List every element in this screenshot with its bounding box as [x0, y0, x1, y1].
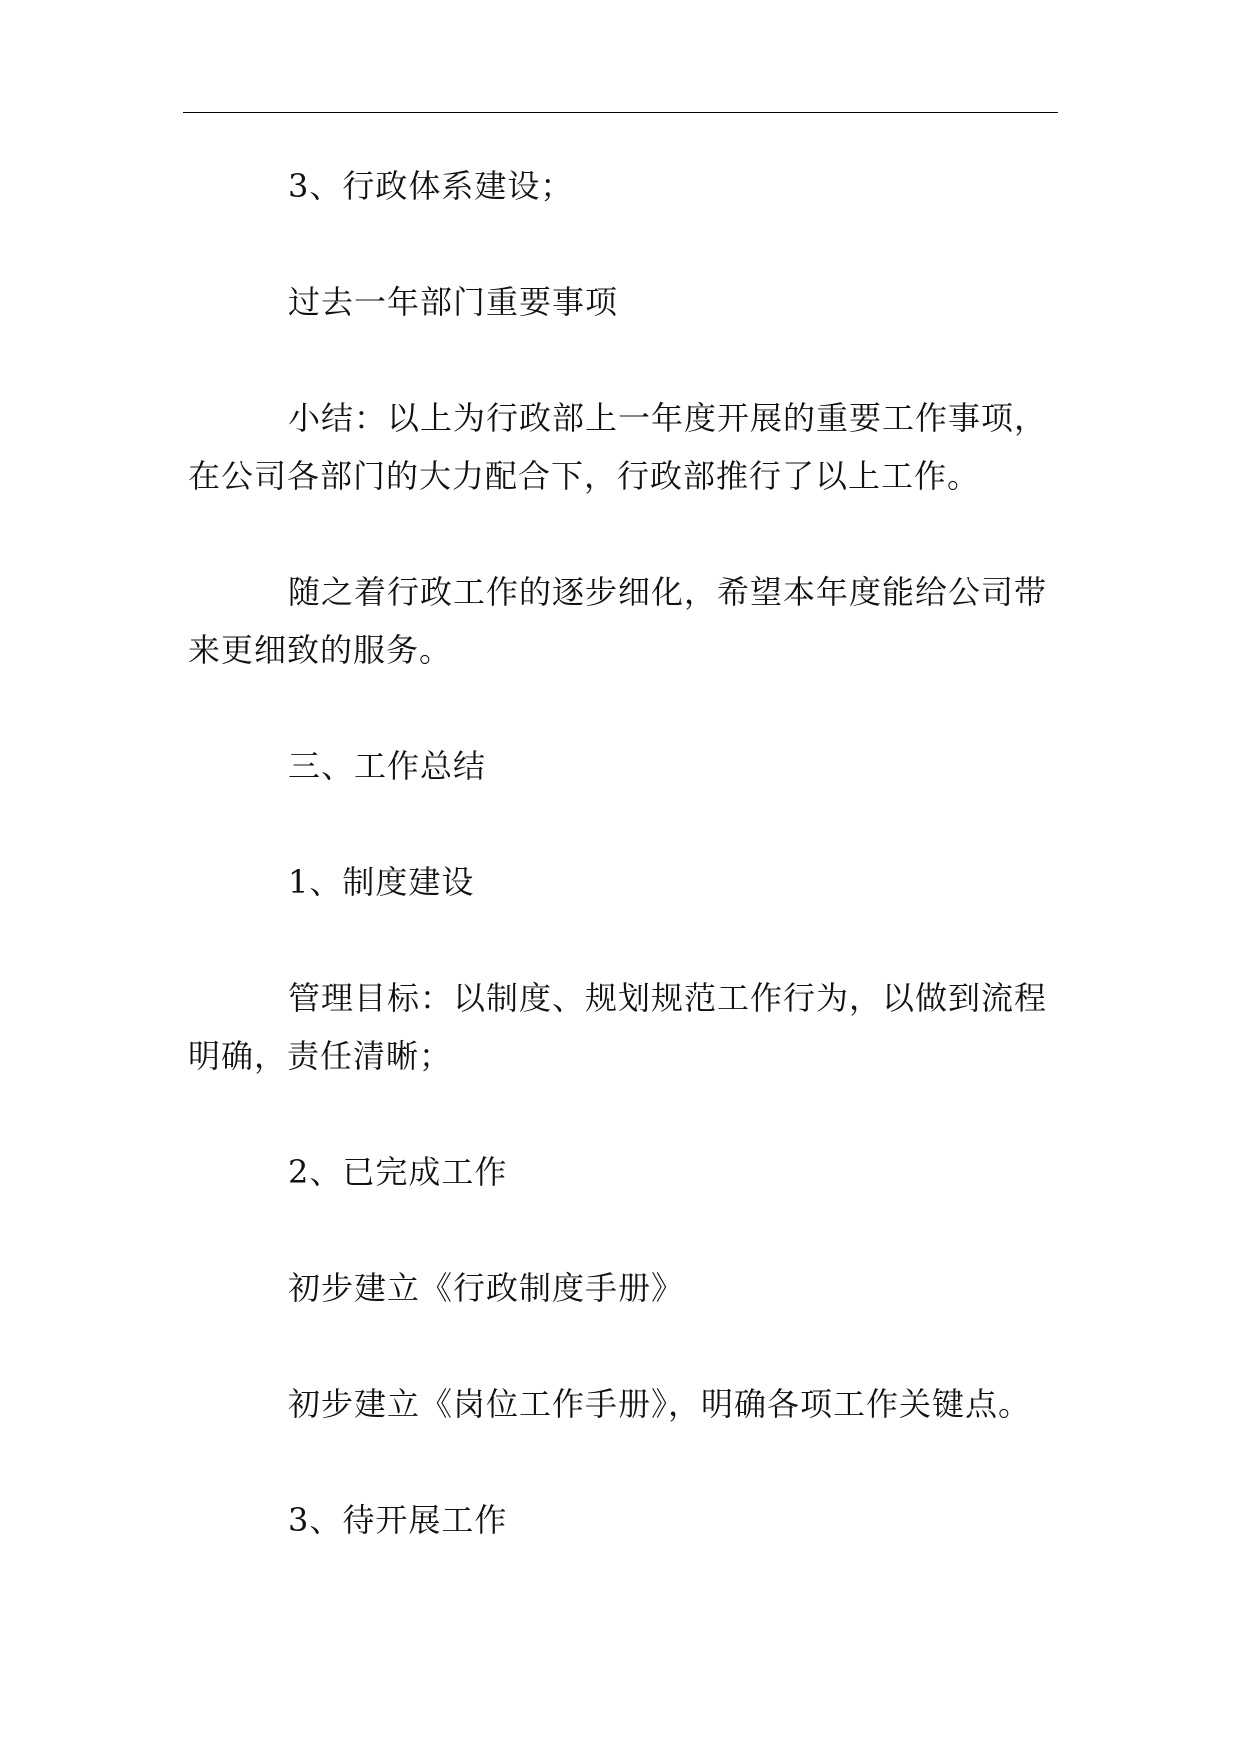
text-line: 1、制度建设 [288, 863, 475, 901]
text-line: 3、待开展工作 [288, 1501, 508, 1539]
text-line: 在公司各部门的大力配合下，行政部推行了以上工作。 [188, 457, 981, 495]
text-line: 2、已完成工作 [288, 1153, 508, 1191]
text-line: 过去一年部门重要事项 [288, 283, 619, 321]
text-line: 来更细致的服务。 [188, 631, 453, 669]
text-line: 3、行政体系建设； [288, 167, 574, 205]
text-line: 初步建立《行政制度手册》 [288, 1269, 685, 1307]
text-line: 小结：以上为行政部上一年度开展的重要工作事项， [288, 399, 1048, 437]
text-line: 随之着行政工作的逐步细化，希望本年度能给公司带 [288, 573, 1048, 611]
text-line: 明确，责任清晰； [188, 1037, 453, 1075]
header-rule [183, 112, 1058, 113]
text-line: 初步建立《岗位工作手册》，明确各项工作关键点。 [288, 1385, 1032, 1423]
text-line: 管理目标：以制度、规划规范工作行为，以做到流程 [288, 979, 1048, 1017]
section-heading: 三、工作总结 [288, 747, 487, 785]
